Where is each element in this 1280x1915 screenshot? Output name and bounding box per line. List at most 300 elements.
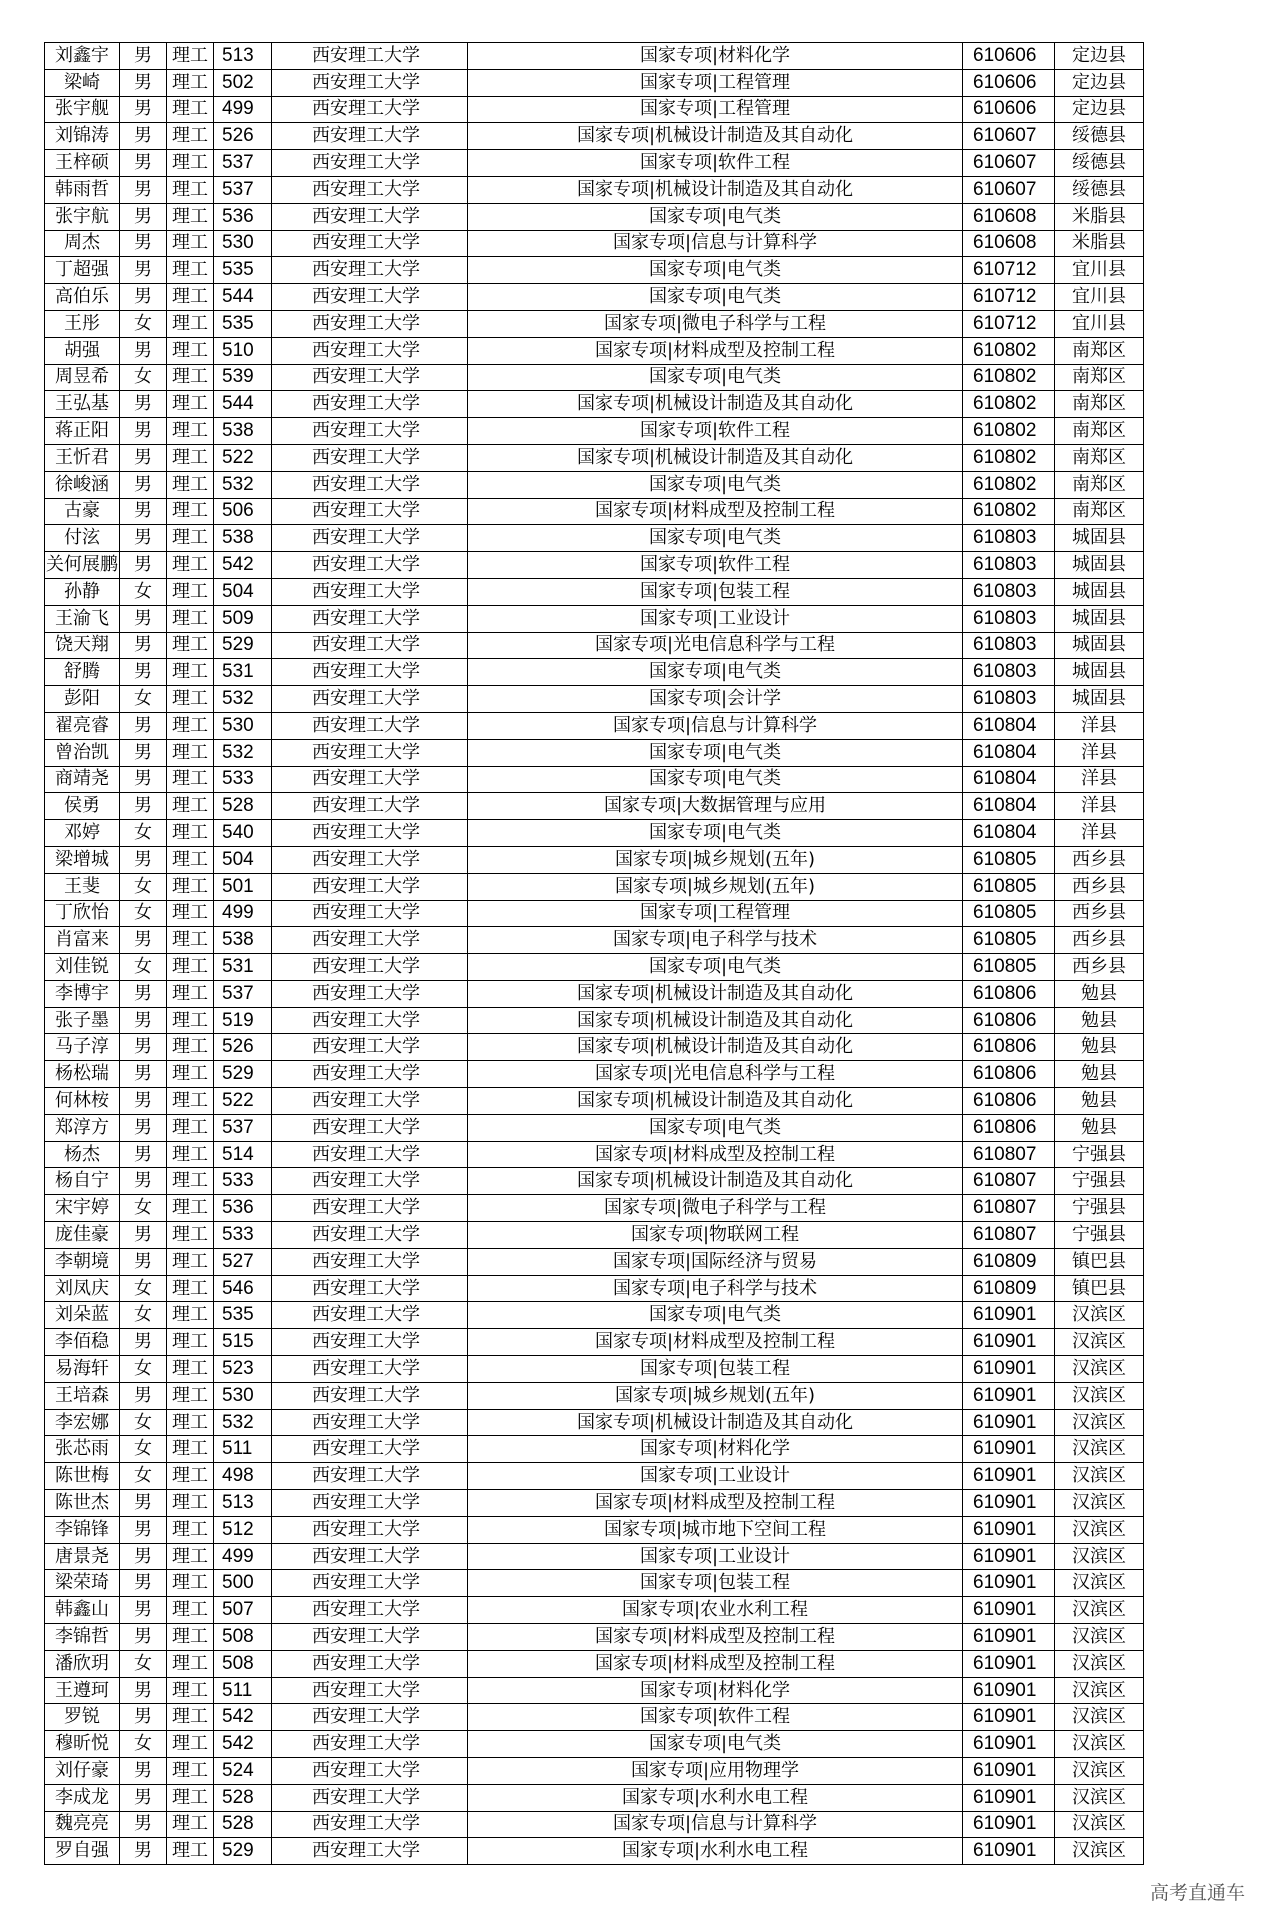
gender-cell: 男 (120, 1570, 167, 1597)
university-cell: 西安理工大学 (272, 1195, 468, 1222)
major-cell: 国家专项|材料化学 (468, 1677, 963, 1704)
name-cell: 张宇航 (45, 203, 120, 230)
university-cell: 西安理工大学 (272, 1704, 468, 1731)
major-cell: 国家专项|城乡规划(五年) (468, 873, 963, 900)
score-cell: 529 (214, 1838, 272, 1865)
gender-cell: 男 (120, 284, 167, 311)
region-code-cell: 610804 (963, 712, 1055, 739)
table-row (45, 552, 1144, 579)
score-cell: 510 (214, 337, 272, 364)
gender-cell: 男 (120, 1811, 167, 1838)
category-cell: 理工 (167, 1650, 214, 1677)
table-row (45, 1597, 1144, 1624)
gender-cell: 男 (120, 659, 167, 686)
region-code-cell: 610803 (963, 632, 1055, 659)
county-cell: 勉县 (1055, 1034, 1144, 1061)
major-cell: 国家专项|机械设计制造及其自动化 (468, 980, 963, 1007)
university-cell: 西安理工大学 (272, 1275, 468, 1302)
table-row (45, 1088, 1144, 1115)
county-cell: 绥德县 (1055, 150, 1144, 177)
county-cell: 镇巴县 (1055, 1275, 1144, 1302)
gender-cell: 男 (120, 471, 167, 498)
name-cell: 徐峻涵 (45, 471, 120, 498)
category-cell: 理工 (167, 1409, 214, 1436)
region-code-cell: 610807 (963, 1141, 1055, 1168)
table-row (45, 1302, 1144, 1329)
gender-cell: 男 (120, 1838, 167, 1865)
score-cell: 537 (214, 980, 272, 1007)
score-cell: 522 (214, 1088, 272, 1115)
gender-cell: 男 (120, 203, 167, 230)
county-cell: 汉滨区 (1055, 1463, 1144, 1490)
gender-cell: 男 (120, 176, 167, 203)
gender-cell: 男 (120, 1597, 167, 1624)
table-row (45, 1704, 1144, 1731)
score-cell: 529 (214, 1061, 272, 1088)
category-cell: 理工 (167, 1382, 214, 1409)
name-cell: 梁荣琦 (45, 1570, 120, 1597)
major-cell: 国家专项|电气类 (468, 1731, 963, 1758)
county-cell: 勉县 (1055, 1007, 1144, 1034)
major-cell: 国家专项|工业设计 (468, 1543, 963, 1570)
table-row (45, 471, 1144, 498)
county-cell: 城固县 (1055, 578, 1144, 605)
university-cell: 西安理工大学 (272, 1141, 468, 1168)
score-cell: 535 (214, 310, 272, 337)
gender-cell: 男 (120, 605, 167, 632)
category-cell: 理工 (167, 1356, 214, 1383)
region-code-cell: 610802 (963, 364, 1055, 391)
county-cell: 宁强县 (1055, 1222, 1144, 1249)
region-code-cell: 610901 (963, 1382, 1055, 1409)
name-cell: 胡强 (45, 337, 120, 364)
university-cell: 西安理工大学 (272, 203, 468, 230)
region-code-cell: 610901 (963, 1516, 1055, 1543)
score-cell: 535 (214, 1302, 272, 1329)
major-cell: 国家专项|水利水电工程 (468, 1838, 963, 1865)
category-cell: 理工 (167, 927, 214, 954)
score-cell: 512 (214, 1516, 272, 1543)
region-code-cell: 610804 (963, 766, 1055, 793)
table-row (45, 632, 1144, 659)
gender-cell: 男 (120, 525, 167, 552)
table-row (45, 1329, 1144, 1356)
table-row (45, 1034, 1144, 1061)
name-cell: 唐景尧 (45, 1543, 120, 1570)
region-code-cell: 610608 (963, 203, 1055, 230)
region-code-cell: 610712 (963, 257, 1055, 284)
gender-cell: 男 (120, 1141, 167, 1168)
region-code-cell: 610607 (963, 150, 1055, 177)
gender-cell: 男 (120, 1007, 167, 1034)
major-cell: 国家专项|信息与计算科学 (468, 230, 963, 257)
major-cell: 国家专项|机械设计制造及其自动化 (468, 444, 963, 471)
gender-cell: 男 (120, 1784, 167, 1811)
region-code-cell: 610806 (963, 980, 1055, 1007)
watermark-text: 高考直通车 (1150, 1882, 1246, 1904)
score-cell: 532 (214, 739, 272, 766)
major-cell: 国家专项|软件工程 (468, 1704, 963, 1731)
table-row (45, 1141, 1144, 1168)
table-row (45, 1516, 1144, 1543)
category-cell: 理工 (167, 846, 214, 873)
category-cell: 理工 (167, 1677, 214, 1704)
table-row (45, 123, 1144, 150)
university-cell: 西安理工大学 (272, 1088, 468, 1115)
county-cell: 西乡县 (1055, 954, 1144, 981)
gender-cell: 女 (120, 310, 167, 337)
county-cell: 汉滨区 (1055, 1784, 1144, 1811)
county-cell: 南郑区 (1055, 444, 1144, 471)
gender-cell: 男 (120, 1490, 167, 1517)
county-cell: 汉滨区 (1055, 1543, 1144, 1570)
category-cell: 理工 (167, 1784, 214, 1811)
major-cell: 国家专项|机械设计制造及其自动化 (468, 1007, 963, 1034)
name-cell: 王培森 (45, 1382, 120, 1409)
gender-cell: 男 (120, 766, 167, 793)
name-cell: 马子淳 (45, 1034, 120, 1061)
name-cell: 梁增城 (45, 846, 120, 873)
region-code-cell: 610712 (963, 310, 1055, 337)
university-cell: 西安理工大学 (272, 1007, 468, 1034)
table-row (45, 444, 1144, 471)
major-cell: 国家专项|微电子科学与工程 (468, 1195, 963, 1222)
name-cell: 李博宇 (45, 980, 120, 1007)
category-cell: 理工 (167, 1811, 214, 1838)
name-cell: 周杰 (45, 230, 120, 257)
county-cell: 城固县 (1055, 552, 1144, 579)
university-cell: 西安理工大学 (272, 766, 468, 793)
county-cell: 城固县 (1055, 632, 1144, 659)
score-cell: 513 (214, 43, 272, 70)
score-cell: 499 (214, 900, 272, 927)
county-cell: 西乡县 (1055, 900, 1144, 927)
table-row (45, 1275, 1144, 1302)
region-code-cell: 610805 (963, 954, 1055, 981)
county-cell: 城固县 (1055, 659, 1144, 686)
region-code-cell: 610802 (963, 471, 1055, 498)
table-row (45, 1222, 1144, 1249)
region-code-cell: 610901 (963, 1731, 1055, 1758)
gender-cell: 男 (120, 1624, 167, 1651)
gender-cell: 女 (120, 578, 167, 605)
gender-cell: 男 (120, 1382, 167, 1409)
gender-cell: 女 (120, 1356, 167, 1383)
region-code-cell: 610901 (963, 1811, 1055, 1838)
table-row (45, 391, 1144, 418)
region-code-cell: 610608 (963, 230, 1055, 257)
name-cell: 肖富来 (45, 927, 120, 954)
university-cell: 西安理工大学 (272, 337, 468, 364)
major-cell: 国家专项|信息与计算科学 (468, 1811, 963, 1838)
region-code-cell: 610806 (963, 1088, 1055, 1115)
name-cell: 刘朵蓝 (45, 1302, 120, 1329)
table-row (45, 1168, 1144, 1195)
university-cell: 西安理工大学 (272, 712, 468, 739)
category-cell: 理工 (167, 418, 214, 445)
score-cell: 530 (214, 230, 272, 257)
category-cell: 理工 (167, 364, 214, 391)
region-code-cell: 610802 (963, 498, 1055, 525)
county-cell: 城固县 (1055, 525, 1144, 552)
table-body (45, 43, 1144, 1865)
category-cell: 理工 (167, 954, 214, 981)
major-cell: 国家专项|材料成型及控制工程 (468, 337, 963, 364)
table-row (45, 96, 1144, 123)
category-cell: 理工 (167, 1490, 214, 1517)
score-cell: 532 (214, 471, 272, 498)
score-cell: 542 (214, 552, 272, 579)
university-cell: 西安理工大学 (272, 954, 468, 981)
university-cell: 西安理工大学 (272, 793, 468, 820)
table-row (45, 605, 1144, 632)
major-cell: 国家专项|包装工程 (468, 578, 963, 605)
county-cell: 汉滨区 (1055, 1650, 1144, 1677)
major-cell: 国家专项|软件工程 (468, 552, 963, 579)
score-cell: 544 (214, 391, 272, 418)
gender-cell: 男 (120, 632, 167, 659)
major-cell: 国家专项|材料成型及控制工程 (468, 1141, 963, 1168)
region-code-cell: 610901 (963, 1597, 1055, 1624)
score-cell: 536 (214, 1195, 272, 1222)
score-cell: 537 (214, 150, 272, 177)
region-code-cell: 610607 (963, 176, 1055, 203)
region-code-cell: 610805 (963, 873, 1055, 900)
county-cell: 洋县 (1055, 793, 1144, 820)
county-cell: 勉县 (1055, 1114, 1144, 1141)
gender-cell: 男 (120, 739, 167, 766)
region-code-cell: 610803 (963, 552, 1055, 579)
name-cell: 关何展鹏 (45, 552, 120, 579)
university-cell: 西安理工大学 (272, 980, 468, 1007)
major-cell: 国家专项|光电信息科学与工程 (468, 632, 963, 659)
region-code-cell: 610901 (963, 1356, 1055, 1383)
region-code-cell: 610607 (963, 123, 1055, 150)
name-cell: 丁欣怡 (45, 900, 120, 927)
gender-cell: 男 (120, 391, 167, 418)
category-cell: 理工 (167, 203, 214, 230)
major-cell: 国家专项|电气类 (468, 257, 963, 284)
major-cell: 国家专项|信息与计算科学 (468, 712, 963, 739)
table-row (45, 1784, 1144, 1811)
table-row (45, 43, 1144, 70)
name-cell: 周昱希 (45, 364, 120, 391)
table-row (45, 1490, 1144, 1517)
table-row (45, 712, 1144, 739)
table-row (45, 1061, 1144, 1088)
county-cell: 宁强县 (1055, 1141, 1144, 1168)
category-cell: 理工 (167, 43, 214, 70)
score-cell: 538 (214, 927, 272, 954)
region-code-cell: 610803 (963, 525, 1055, 552)
score-cell: 533 (214, 1168, 272, 1195)
gender-cell: 女 (120, 1650, 167, 1677)
score-cell: 528 (214, 1811, 272, 1838)
gender-cell: 男 (120, 846, 167, 873)
major-cell: 国家专项|机械设计制造及其自动化 (468, 123, 963, 150)
county-cell: 宜川县 (1055, 310, 1144, 337)
table-row (45, 1007, 1144, 1034)
category-cell: 理工 (167, 1463, 214, 1490)
county-cell: 汉滨区 (1055, 1302, 1144, 1329)
score-cell: 537 (214, 1114, 272, 1141)
category-cell: 理工 (167, 498, 214, 525)
name-cell: 商靖尧 (45, 766, 120, 793)
gender-cell: 男 (120, 418, 167, 445)
gender-cell: 男 (120, 793, 167, 820)
score-cell: 509 (214, 605, 272, 632)
score-cell: 523 (214, 1356, 272, 1383)
county-cell: 勉县 (1055, 1061, 1144, 1088)
table-row (45, 846, 1144, 873)
gender-cell: 女 (120, 1302, 167, 1329)
category-cell: 理工 (167, 525, 214, 552)
category-cell: 理工 (167, 1731, 214, 1758)
university-cell: 西安理工大学 (272, 1061, 468, 1088)
major-cell: 国家专项|光电信息科学与工程 (468, 1061, 963, 1088)
major-cell: 国家专项|大数据管理与应用 (468, 793, 963, 820)
gender-cell: 男 (120, 230, 167, 257)
score-cell: 535 (214, 257, 272, 284)
region-code-cell: 610807 (963, 1195, 1055, 1222)
county-cell: 汉滨区 (1055, 1677, 1144, 1704)
table-row (45, 1624, 1144, 1651)
county-cell: 洋县 (1055, 739, 1144, 766)
category-cell: 理工 (167, 284, 214, 311)
table-row (45, 686, 1144, 713)
university-cell: 西安理工大学 (272, 1168, 468, 1195)
score-cell: 499 (214, 96, 272, 123)
score-cell: 504 (214, 578, 272, 605)
category-cell: 理工 (167, 1543, 214, 1570)
category-cell: 理工 (167, 123, 214, 150)
university-cell: 西安理工大学 (272, 1731, 468, 1758)
score-cell: 515 (214, 1329, 272, 1356)
category-cell: 理工 (167, 1168, 214, 1195)
major-cell: 国家专项|材料成型及控制工程 (468, 1624, 963, 1651)
gender-cell: 男 (120, 123, 167, 150)
county-cell: 汉滨区 (1055, 1597, 1144, 1624)
name-cell: 郑淳方 (45, 1114, 120, 1141)
name-cell: 何林桉 (45, 1088, 120, 1115)
university-cell: 西安理工大学 (272, 1463, 468, 1490)
county-cell: 米脂县 (1055, 230, 1144, 257)
name-cell: 李宏娜 (45, 1409, 120, 1436)
table-row (45, 1838, 1144, 1865)
county-cell: 西乡县 (1055, 927, 1144, 954)
university-cell: 西安理工大学 (272, 418, 468, 445)
university-cell: 西安理工大学 (272, 43, 468, 70)
name-cell: 翟亮睿 (45, 712, 120, 739)
name-cell: 王遵珂 (45, 1677, 120, 1704)
county-cell: 宜川县 (1055, 257, 1144, 284)
university-cell: 西安理工大学 (272, 69, 468, 96)
university-cell: 西安理工大学 (272, 578, 468, 605)
university-cell: 西安理工大学 (272, 1784, 468, 1811)
university-cell: 西安理工大学 (272, 1490, 468, 1517)
score-cell: 546 (214, 1275, 272, 1302)
name-cell: 王梓硕 (45, 150, 120, 177)
major-cell: 国家专项|城乡规划(五年) (468, 1382, 963, 1409)
gender-cell: 男 (120, 927, 167, 954)
score-cell: 542 (214, 1704, 272, 1731)
gender-cell: 女 (120, 1436, 167, 1463)
category-cell: 理工 (167, 820, 214, 847)
gender-cell: 女 (120, 1409, 167, 1436)
table-row (45, 1248, 1144, 1275)
score-cell: 522 (214, 444, 272, 471)
county-cell: 汉滨区 (1055, 1382, 1144, 1409)
university-cell: 西安理工大学 (272, 1409, 468, 1436)
university-cell: 西安理工大学 (272, 1436, 468, 1463)
score-cell: 530 (214, 712, 272, 739)
university-cell: 西安理工大学 (272, 391, 468, 418)
name-cell: 付泫 (45, 525, 120, 552)
name-cell: 张芯雨 (45, 1436, 120, 1463)
name-cell: 潘欣玥 (45, 1650, 120, 1677)
score-cell: 501 (214, 873, 272, 900)
table-row (45, 1463, 1144, 1490)
score-cell: 537 (214, 176, 272, 203)
score-cell: 528 (214, 1784, 272, 1811)
university-cell: 西安理工大学 (272, 1302, 468, 1329)
category-cell: 理工 (167, 1088, 214, 1115)
major-cell: 国家专项|农业水利工程 (468, 1597, 963, 1624)
score-cell: 526 (214, 123, 272, 150)
region-code-cell: 610806 (963, 1007, 1055, 1034)
category-cell: 理工 (167, 1838, 214, 1865)
score-cell: 542 (214, 1731, 272, 1758)
gender-cell: 男 (120, 1061, 167, 1088)
name-cell: 杨自宁 (45, 1168, 120, 1195)
score-cell: 506 (214, 498, 272, 525)
university-cell: 西安理工大学 (272, 257, 468, 284)
gender-cell: 男 (120, 1034, 167, 1061)
gender-cell: 女 (120, 954, 167, 981)
score-cell: 526 (214, 1034, 272, 1061)
gender-cell: 男 (120, 498, 167, 525)
score-cell: 540 (214, 820, 272, 847)
county-cell: 汉滨区 (1055, 1811, 1144, 1838)
category-cell: 理工 (167, 605, 214, 632)
gender-cell: 男 (120, 1543, 167, 1570)
table-row (45, 1731, 1144, 1758)
score-cell: 536 (214, 203, 272, 230)
major-cell: 国家专项|包装工程 (468, 1356, 963, 1383)
major-cell: 国家专项|会计学 (468, 686, 963, 713)
county-cell: 洋县 (1055, 820, 1144, 847)
name-cell: 宋宇婷 (45, 1195, 120, 1222)
table-row (45, 284, 1144, 311)
county-cell: 洋县 (1055, 766, 1144, 793)
major-cell: 国家专项|电气类 (468, 471, 963, 498)
major-cell: 国家专项|应用物理学 (468, 1758, 963, 1785)
gender-cell: 男 (120, 980, 167, 1007)
university-cell: 西安理工大学 (272, 525, 468, 552)
table-row (45, 1114, 1144, 1141)
table-row (45, 257, 1144, 284)
table-row (45, 873, 1144, 900)
county-cell: 勉县 (1055, 1088, 1144, 1115)
region-code-cell: 610802 (963, 337, 1055, 364)
table-row (45, 69, 1144, 96)
university-cell: 西安理工大学 (272, 1677, 468, 1704)
university-cell: 西安理工大学 (272, 498, 468, 525)
county-cell: 汉滨区 (1055, 1436, 1144, 1463)
gender-cell: 男 (120, 1704, 167, 1731)
university-cell: 西安理工大学 (272, 1516, 468, 1543)
gender-cell: 女 (120, 1275, 167, 1302)
